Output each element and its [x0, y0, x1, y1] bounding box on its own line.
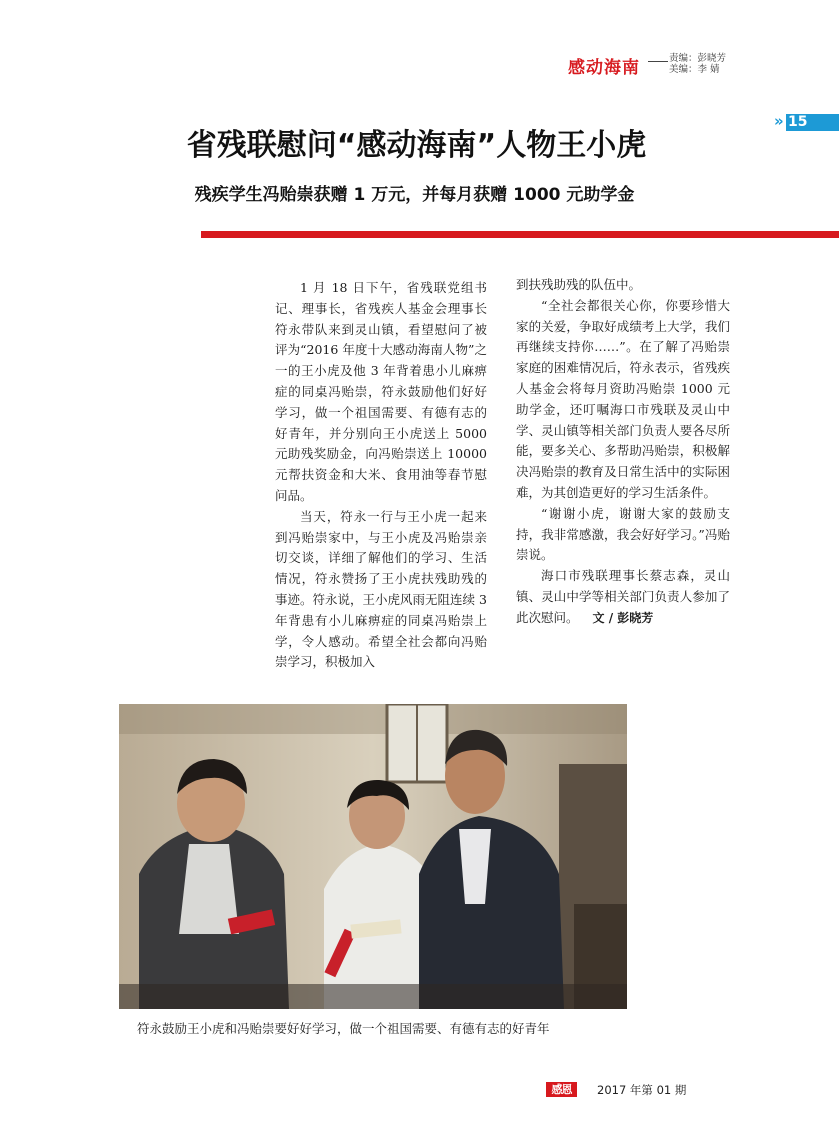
paragraph: “谢谢小虎，谢谢大家的鼓励支持，我非常感激，我会好好学习。”冯贻崇说。: [516, 505, 730, 563]
header-divider: [648, 61, 668, 62]
article-left-column: [275, 278, 487, 673]
paragraph: [516, 566, 730, 628]
title-underline-bar: [201, 231, 839, 238]
section-name: 感动海南: [568, 58, 640, 78]
paragraph: 当天，符永一行与王小虎一起来到冯贻崇家中，与王小虎及冯贻崇亲切交谈，详细了解他们的学习、生活情况，符永赞扬了王小虎扶残助残的事迹。符永说，王小虎风雨无阻连续 3 年背患有小儿麻痹症的同桌冯贻崇上学，令人感动。希望全社会都向冯贻崇学习，积极加入: [275, 508, 487, 670]
editor-line: 责编：彭晓芳: [669, 53, 727, 64]
article-subtitle: 残疾学生冯贻崇获赠 1 万元，并每月获赠 1000 元助学金: [194, 185, 635, 205]
paragraph: 1 月 18 日下午，省残联党组书记、理事长，省残疾人基金会理事长符永带队来到灵山镇，看望慰问了被评为“2016 年度十大感动海南人物”之一的王小虎及他 3 年背着患小儿麻痹症的同桌冯贻崇，符永鼓励他们好好学习，做一个祖国需要、有德有志的好青年，并分别向王小虎送上 5000 元助残奖励金，向冯贻崇送上 10000 元帮扶资金和大米、食用油等春节慰问品。: [275, 280, 487, 503]
magazine-logo: 感恩: [546, 1082, 577, 1097]
paragraph: “全社会都很关心你，你要珍惜大家的关爱，争取好成绩考上大学，我们再继续支持你……”。在了解了冯贻崇家庭的困难情况后，符永表示，省残疾人基金会将每月资助冯贻崇 1000 元助学金，还叮嘱海口市残联及灵山中学、灵山镇等相关部门负责人要各尽所能，要多关心、多帮助冯贻崇，积极解决冯贻崇的教育及日常生活中的实际困难，为其创造更好的学习生活条件。: [516, 297, 730, 500]
photo-caption: 符永鼓励王小虎和冯贻崇要好好学习，做一个祖国需要、有德有志的好青年: [137, 1021, 550, 1036]
photo-illustration: [119, 704, 627, 1009]
paragraph-continuation: 到扶残助残的队伍中。: [516, 277, 642, 292]
double-chevron-icon: »: [774, 112, 784, 130]
editor-credits: [669, 53, 726, 75]
paragraph-text: 海口市残联理事长蔡志森，灵山镇、灵山中学等相关部门负责人参加了此次慰问。: [516, 568, 730, 625]
designer-line: 美编：李 婧: [669, 64, 720, 75]
article-title: 省残联慰问“感动海南”人物王小虎: [186, 128, 647, 163]
article-title-wrap: [0, 120, 839, 164]
byline: 文 / 彭晓芳: [592, 610, 654, 625]
page-number: 15: [788, 114, 808, 130]
issue-number: 2017 年第 01 期: [597, 1083, 687, 1097]
article-subtitle-wrap: [0, 180, 839, 205]
article-photo: [119, 704, 627, 1009]
article-right-column: [516, 275, 730, 629]
